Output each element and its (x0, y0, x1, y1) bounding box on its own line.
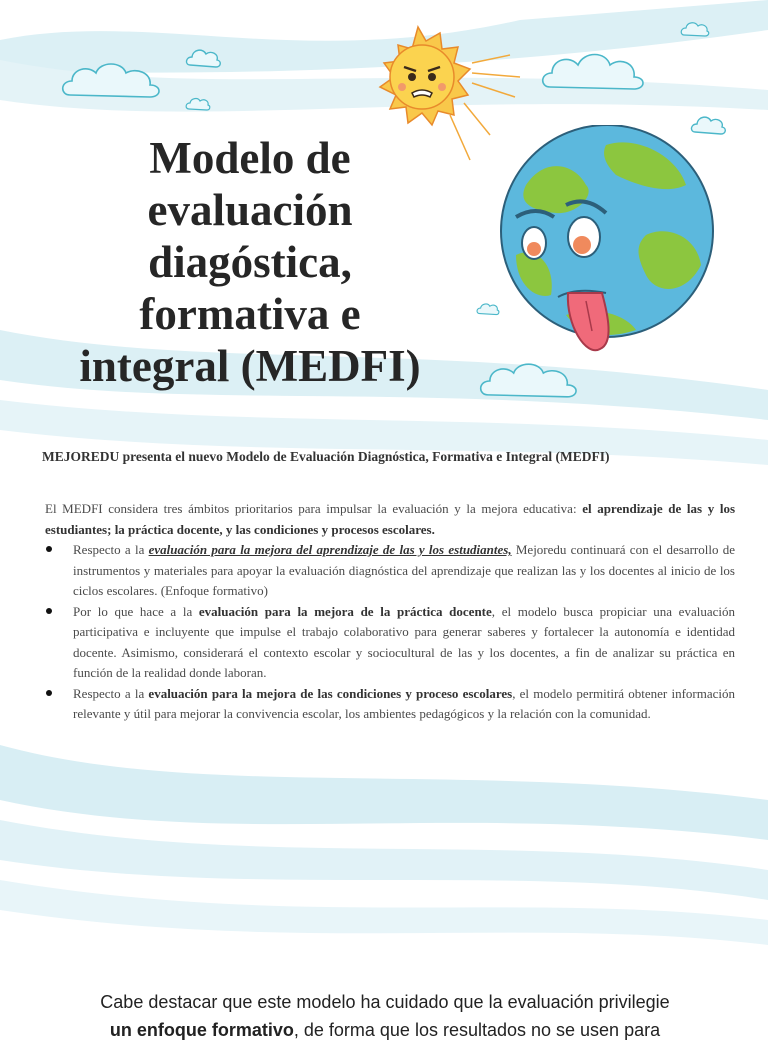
bottom-line: Cabe destacar que este modelo ha cuidado que la evaluación privilegie (100, 992, 670, 1012)
bottom-line (60, 1016, 710, 1044)
cloud-icon (540, 45, 648, 97)
bullet-emphasis: evaluación para la mejora de la práctica docente (198, 603, 492, 619)
bullet-post: Mejoredu continuará con el desarrollo de instrumentos y materiales para apoyar la evaluación diagnóstica del aprendizaje que realizan las y los docentes al inicio de los ciclos escolares. (Enfoque formativo) (73, 542, 736, 598)
body-section (45, 499, 735, 725)
cloud-icon (185, 45, 223, 71)
earth-icon (496, 125, 718, 357)
bullet-icon (46, 608, 52, 614)
bullet-emphasis: evaluación para la mejora de las condiciones y proceso escolares (148, 685, 513, 701)
intro-heading: MEJOREDU presenta el nuevo Modelo de Evaluación Diagnóstica, Formativa e Integral (MEDFI) (42, 449, 610, 464)
body-paragraph (45, 499, 735, 540)
title-line: diagóstica, (148, 237, 352, 287)
bullet-pre: Respecto a la (73, 542, 149, 557)
list-item (45, 602, 735, 684)
bottom-rest: , de forma que los resultados no se usen para (293, 1020, 661, 1040)
bottom-bold: un enfoque formativo (109, 1020, 294, 1040)
bullet-list (45, 540, 735, 725)
bullet-post: , el modelo busca propiciar una evaluación participativa e incluyente que impulse el trabajo colaborativo para generar saberes y fortalecer la autonomía e identidad docente. Asimismo, considerará el contexto escolar y sociocultural de las y los docentes, a fin de analizar su práctica en función de la realidad donde laboran. (73, 603, 735, 680)
cloud-icon (680, 18, 710, 40)
bullet-post: , el modelo permitirá obtener información relevante y útil para mejorar la convivencia escolar, los ambientes pedagógicos y la relación con la comunidad. (73, 685, 735, 721)
bullet-icon (46, 546, 52, 552)
cloud-icon (185, 95, 211, 113)
bullet-icon (46, 690, 52, 696)
paragraph-text: El MEDFI considera tres ámbitos prioritarios para impulsar la evaluación y la mejora educativa: (45, 501, 583, 516)
title-line: integral (MEDFI) (79, 341, 421, 391)
bullet-emphasis: evaluación para la mejora del aprendizaje de las y los estudiantes, (148, 542, 512, 557)
title-line: formativa e (139, 289, 361, 339)
cloud-icon (60, 55, 165, 105)
bullet-pre: Por lo que hace a la (73, 603, 199, 619)
paragraph-bold: el aprendizaje de las y los estudiantes; la práctica docente, y las condiciones y procesos escolares. (45, 501, 736, 537)
cloud-icon (478, 355, 582, 405)
title-line: evaluación (147, 185, 353, 235)
page-title (20, 132, 480, 392)
title-line: Modelo de (149, 133, 351, 183)
list-item (45, 540, 735, 602)
list-item (45, 684, 735, 725)
bottom-text (60, 988, 710, 1044)
bullet-pre: Respecto a la (73, 685, 149, 701)
